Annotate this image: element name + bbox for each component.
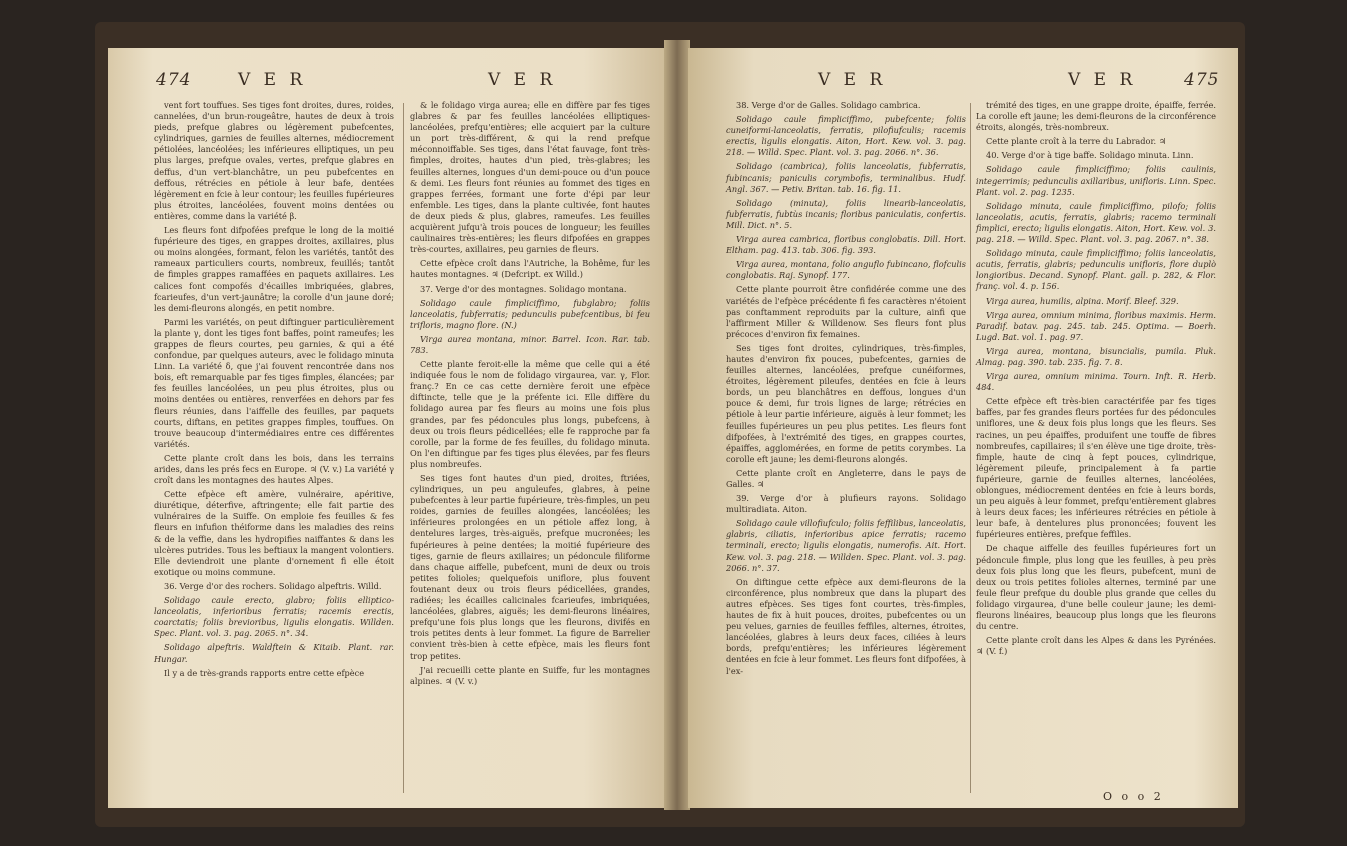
- paragraph: Solidago (minuta), foliis linearib-lanceolatis, fubferratis, fubtùs incanis; floribus paniculatis, confertis. Mill. Dict. n°. 5.: [726, 197, 966, 230]
- paragraph: De chaque aiffelle des feuilles fupérieures fort un pédoncule fimple, plus long que les feuilles, à peu près deux fois plus long que les fleurs, pubefcent, muni de deux ou trois petites folioles alternes, terminé par une feule fleur prefque du double plus grande que celles du folidago virgaurea, d'une belle couleur jaune; les demi-fleurons linéaires, beaucoup plus longs que les fleurons du centre.: [976, 543, 1216, 632]
- paragraph: On diftingue cette efpèce aux demi-fleurons de la circonférence, plus nombreux que dans la plupart des autres efpèces. Ses tiges font courtes, très-fimples, hautes de fix à huit pouces, droites, pubefcentes ou un peu velues, garnies de feuilles feffiles, alternes, étroites, lancéolées, glabres à leurs deux faces, ciliées à leurs bords, prefqu'entières; les inférieures légèrement dentées en fcie à leur fommet. Les fleurs font difpofées, à l'ex-: [726, 576, 966, 676]
- column-divider: [403, 103, 404, 793]
- paragraph: Solidago caule fimpliciffimo, pubefcente; foliis cuneiformi-lanceolatis, ferratis, pilofiufculis; racemis erectis, ligulis elongatis. Aiton, Hort. Kew. vol. 3. pag. 218. — Willd. Spec. Plant. vol. 3. pag. 2066. n°. 36.: [726, 114, 966, 158]
- paragraph: Virga aurea cambrica, floribus conglobatis. Dill. Hort. Eltham. pag. 413. tab. 306. fig. 393.: [726, 234, 966, 256]
- paragraph: & le folidago virga aurea; elle en diffère par fes tiges glabres & par fes feuilles lancéolées elliptiques-lancéolées, prefqu'entières; elle acquiert par la culture un port très-différent, & qui la rend prefque méconnoiffable. Ses tiges, dans l'état fauvage, font très-fimples, droites, hautes d'un pied, très-glabres; les feuilles alternes, longues d'un demi-pouce ou d'un pouce & demi. Les fleurs font réunies au fommet des tiges en grappes ferrées, formant une forte d'épi par leur enfemble. Les tiges, dans la plante cultivée, font hautes de deux pieds & plus, glabres, rameufes. Les feuilles acquièrent jufqu'à trois pouces de longueur; les feuilles caulinaires très-entières; les fleurs difpofées en grappes très-courtes, axillaires, peu garnies de fleurs.: [410, 100, 650, 255]
- signature-mark: O o o 2: [1103, 790, 1164, 803]
- paragraph: Virga aurea montana, minor. Barrel. Icon. Rar. tab. 783.: [410, 333, 650, 355]
- right-column-2: [976, 100, 1216, 660]
- right-page-number: 475: [1184, 70, 1220, 90]
- paragraph: Ses tiges font hautes d'un pied, droites, ftriées, cylindriques, un peu anguleufes, glabres, à peine pubefcentes à leur partie fupérieure, très-fimples, un peu roides, garnies de feuilles alongées, lancéolées; les inférieures prolongées en un pétiole affez long, à dentelures larges, très-aiguës, prefque mucronées; les fupérieures à peine dentées; la moitié fupérieure des tiges, garnie de fleurs axillaires; un pédoncule filiforme dans chaque aiffelle, pubefcent, muni de deux ou trois petites folioles; quelquefois uniflore, plus fouvent foutenant deux ou trois fleurs pédicellées, grandes, radiées; les écailles calicinales fcarieufes, imbriquées, lancéolées, glabres, aiguës; les demi-fleurons linéaires, prefqu'une fois plus longs que les fleurons, divifés en trois petites dents à leur fommet. La figure de Barrelier convient très-bien à cette efpèce, mais les fleurs font trop petites.: [410, 473, 650, 661]
- paragraph: Solidago caule fimpliciffimo; foliis caulinis, integerrimis; pedunculis axillaribus, unifloris. Linn. Spec. Plant. vol. 2. pag. 1235.: [976, 164, 1216, 197]
- paragraph: Virga aurea, omnium minima. Tourn. Inft. R. Herb. 484.: [976, 371, 1216, 393]
- right-page: [688, 48, 1238, 808]
- paragraph: 40. Verge d'or à tige baffe. Solidago minuta. Linn.: [986, 150, 1194, 161]
- paragraph: Les fleurs font difpofées prefque le long de la moitié fupérieure des tiges, en grappes droites, axillaires, plus ou moins alongées, formant, felon les variétés, tantôt des rameaux particuliers courts, nombreux, feuillés; tantôt de fimples grappes ramaffées en paquets axillaires. Les calices font compofés d'écailles imbriquées, glabres, fcarieufes, d'un vert-jaunâtre; la corolle d'un jaune doré; les demi-fleurons alongés, en petit nombre.: [154, 225, 394, 313]
- paragraph: Solidago caule villofiufculo; foliis feffilibus, lanceolatis, glabris, ciliatis, inferioribus apice ferratis; racemo terminali, erecto; ligulis elongatis, numerofis. Ait. Hort. Kew. vol. 3. pag. 218. — Willden. Spec. Plant. vol. 3. pag. 2066. n°. 37.: [726, 518, 966, 573]
- paragraph: Solidago alpeftris. Waldftein & Kitaib. Plant. rar. Hungar.: [154, 642, 394, 664]
- book-gutter: [664, 40, 690, 810]
- paragraph: J'ai recueilli cette plante en Suiffe, fur les montagnes alpines. ♃ (V. v.): [410, 664, 650, 686]
- paragraph: Virga aurea, montana, folio anguflo fubincano, flofculis conglobatis. Raj. Synopf. 177.: [726, 259, 966, 281]
- paragraph: vent fort touffues. Ses tiges font droites, dures, roides, cannelées, d'un brun-rougeâtre, hautes de deux à trois pieds, prefque glabres ou légèrement pubefcentes, cylindriques, garnies de feuilles alternes, médiocrement pétiolées, lancéolées; les inférieures elliptiques, un peu plus larges, prefque ovales, vertes, prefque glabres en deffus, d'un vert-blanchâtre, un peu pubefcentes en deffous, rétrécies en pétiole à leur bafe, dentées légèrement en fcie à leur contour; les feuilles fupérieures plus étroites, lancéolées, fouvent moins dentées ou entières, comme dans la variété β.: [154, 100, 394, 221]
- paragraph: Il y a de très-grands rapports entre cette efpèce: [164, 667, 365, 678]
- paragraph: Solidago minuta, caule fimpliciffimo; foliis lanceolatis, acutis, ferratis, glabris; pedunculis unifloris, flore duplò longioribus. Decand. Synopf. Plant. gall. p. 282, & Flor. franç. vol. 4. p. 156.: [976, 248, 1216, 292]
- left-column-1: [154, 100, 394, 682]
- right-running-head-a: V E R: [818, 70, 887, 90]
- left-page: [108, 48, 668, 808]
- paragraph: Cette plante croît dans les bois, dans les terrains arides, dans les prés fecs en Europe. ♃ (V. v.) La variété γ croît dans les montagnes des hautes Alpes.: [154, 452, 394, 486]
- paragraph: Cette efpèce eft amère, vulnéraire, apéritive, diurétique, déterfive, aftringente; elle fait partie des vulnéraires de la Suiffe. On emploie fes feuilles & fes fleurs en infufion théiforme dans les maladies des reins & de la veffie, dans les hydropifies naiffantes & dans les ulcères putrides. Tous les beftiaux la mangent volontiers. Elle deviendroit une plante d'ornement fi elle étoit exotique ou moins commune.: [154, 489, 394, 577]
- paragraph: 38. Verge d'or de Galles. Solidago cambrica.: [736, 100, 921, 110]
- paragraph: 39. Verge d'or à plufieurs rayons. Solidago multiradiata. Aiton.: [726, 493, 966, 515]
- right-column-1: [726, 100, 966, 680]
- paragraph: Virga aurea, omnium minima, floribus maximis. Herm. Paradif. batav. pag. 245. tab. 245. Optima. — Boerh. Lugd. Bat. vol. 1. pag. 97.: [976, 309, 1216, 342]
- left-running-head-a: V E R: [238, 70, 307, 90]
- paragraph: Cette plante croît dans les Alpes & dans les Pyrénées. ♃ (V. f.): [976, 635, 1216, 657]
- paragraph: 37. Verge d'or des montagnes. Solidago montana.: [420, 283, 627, 294]
- paragraph: Ses tiges font droites, cylindriques, très-fimples, hautes d'environ fix pouces, pubefcentes, garnies de feuilles alternes, lancéolées, prefque cunéiformes, étroites, légèrement pileufes, dentées en fcie à leurs bords, un peu blanchâtres en deffous, longues d'un pouce & demi, fur trois lignes de large; rétrécies en pétiole à leur partie inférieure, aiguës à leur fommet; les feuilles fupérieures un peu plus petites. Les fleurs font difpofées, à l'extrémité des tiges, en grappes courtes, épaiffes, agglomérées, en forme de petits corymbes. La corolle eft jaune; les demi-fleurons alongés.: [726, 342, 966, 464]
- paragraph: Cette plante croît à la terre du Labrador. ♃: [986, 136, 1167, 147]
- paragraph: Parmi les variétés, on peut diftinguer particulièrement la plante γ, dont les tiges font baffes, point rameufes; les grappes de fleurs courtes, peu garnies, & qui a été confondue, par quelques auteurs, avec le folidago minuta Linn. La variété δ, que j'ai fouvent rencontrée dans nos bois, eft remarquable par fes tiges fimples, élancées; par fes feuilles lancéolées, un peu plus étroites, plus ou moins dentées ou entières, renverfées en dehors par fes fleurs réunies, dans l'aiffelle des feuilles, par paquets courts, diftans, en petites grappes fimples, touffues. On trouve beaucoup d'intermédiaires entre ces différentes variétés.: [154, 316, 394, 449]
- paragraph: 36. Verge d'or des rochers. Solidago alpeftris. Willd.: [164, 580, 382, 591]
- paragraph: trémité des tiges, en une grappe droite, épaiffe, ferrée. La corolle eft jaune; les demi-fleurons de la circonférence étroits, alongés, très-nombreux.: [976, 100, 1216, 133]
- paragraph: Cette efpèce croît dans l'Autriche, la Bohême, fur les hautes montagnes. ♃ (Defcript. ex Willd.): [410, 258, 650, 280]
- paragraph: Cette plante pourroit être confidérée comme une des variétés de l'efpèce précédente fi fes caractères n'étoient pas conftamment reproduits par la culture, ainfi que l'affirment Miller & Willdenow. Ses fleurs font plus précoces d'environ fix femaines.: [726, 284, 966, 339]
- left-page-number: 474: [156, 70, 192, 90]
- paragraph: Solidago caule fimpliciffimo, fubglabro; foliis lanceolatis, fubferratis; pedunculis pubefcentibus, bi feu trifloris, magno flore. (N.): [410, 297, 650, 330]
- paragraph: Virga aurea, humilis, alpina. Morif. Bleef. 329.: [986, 295, 1179, 306]
- paragraph: Cette plante feroit-elle la même que celle qui a été indiquée fous le nom de folidago virgaurea, var. γ, Flor. franç.? En ce cas cette dernière feroit une efpèce diftincte, telle que je la préfente ici. Elle diffère du folidago aurea par fes fleurs au moins une fois plus grandes, par fes pédoncules plus longs, pubefcens, à deux ou trois fleurs pédicellées; elle fe rapproche par fa corolle, par la forme de fes feuilles, du folidago minuta. On l'en diftingue par fes tiges plus élevées, par fes fleurs plus nombreufes.: [410, 359, 650, 469]
- column-divider: [970, 103, 971, 793]
- paragraph: Cette plante croît en Angleterre, dans le pays de Galles. ♃: [726, 467, 966, 489]
- paragraph: Cette efpèce eft très-bien caractérifée par fes tiges baffes, par fes grandes fleurs portées fur des pédoncules uniflores, une & deux fois plus longs que les fleurs. Ses racines, un peu épaiffes, produifent une touffe de fibres nombreufes, capillaires; il s'en élève une tige droite, très-fimple, haute de cinq à fept pouces, cylindrique, légèrement pileufe, principalement à fa partie fupérieure, garnie de feuilles alternes, lancéolées, oblongues, médiocrement dentées en fcie à leurs bords, un peu aiguës à leur fommet, prefqu'entièrement glabres à leurs deux faces; les inférieures rétrécies en pétiole à leur bafe, à dentelures plus prononcées; fouvent les fupérieures entières, prefque feffiles.: [976, 396, 1216, 540]
- paragraph: Virga aurea, montana, bisuncialis, pumila. Pluk. Almag. pag. 390. tab. 235. fig. 7. 8.: [976, 345, 1216, 367]
- left-column-2: [410, 100, 650, 690]
- paragraph: Solidago caule erecto, glabro; foliis elliptico-lanceolatis, inferioribus ferratis; racemis erectis, coarctatis; foliis brevioribus, ligulis elongatis. Willden. Spec. Plant. vol. 3. pag. 2065. n°. 34.: [154, 595, 394, 639]
- left-running-head-b: V E R: [488, 70, 557, 90]
- right-running-head-b: V E R: [1068, 70, 1137, 90]
- paragraph: Solidago minuta, caule fimpliciffimo, pilofo; foliis lanceolatis, acutis, ferratis, glabris; racemo terminali fimplici, erecto; ligulis elongatis. Aiton, Hort. Kew. vol. 3. pag. 218. — Willd. Spec. Plant. vol. 3. pag. 2067. n°. 38.: [976, 200, 1216, 245]
- paragraph: Solidago (cambrica), foliis lanceolatis, fubferratis, fubincanis; paniculis corymbofis, terminalibus. Hudf. Angl. 367. — Petiv. Britan. tab. 16. fig. 11.: [726, 161, 966, 194]
